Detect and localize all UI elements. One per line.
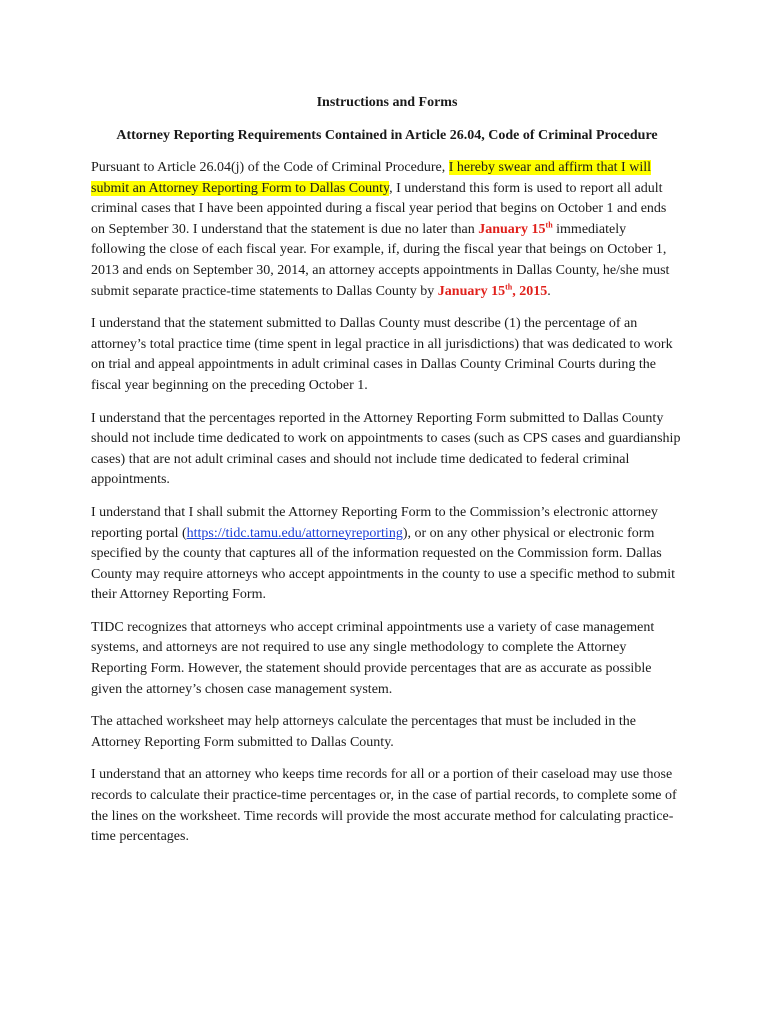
- paragraph-worksheet: The attached worksheet may help attorneys calculate the percentages that must be included in the Attorney Reporting Form submitted to Dallas County.: [91, 714, 637, 750]
- due-date-1-text: January 15: [478, 221, 546, 237]
- due-date-2-sup: th: [505, 281, 513, 291]
- due-date-2-text: January 15: [437, 283, 506, 299]
- due-date-1: [478, 222, 552, 237]
- reporting-portal-link[interactable]: https://tidc.tamu.edu/attorneyreporting: [186, 525, 403, 541]
- paragraph-statement-description: I understand that the statement submitted to Dallas County must describe (1) the percentage of an attorney’s total practice time (time spent in legal practice in all jurisdictions) that was dedicated to work on trial and appeal appointments in adult criminal cases in Dallas County Criminal Courts during the fiscal year beginning on the preceding October 1.: [91, 316, 673, 393]
- document-title: Instructions and Forms: [316, 95, 458, 110]
- due-date-2: [437, 281, 548, 299]
- paragraph-submission: [91, 503, 683, 606]
- paragraph-tidc: TIDC recognizes that attorneys who accept criminal appointments use a variety of case management systems, and attorneys are not required to use any single methodology to complete the Attorney Reporting Form. However, the statement should provide percentages that are as accurate as possible given the attorney’s chosen case management system.: [91, 619, 655, 697]
- document-subtitle: Attorney Reporting Requirements Contained in Article 26.04, Code of Criminal Procedure: [116, 128, 658, 143]
- document-page: [91, 93, 683, 860]
- p1-text-c: immediately following the close of each fiscal year. For example, if, during the fiscal year that beings on October 1, 2013 and ends on September 30, 2014, an attorney accepts appointments in Dallas County, he/she must submit separate practice-time statements to Dallas County by: [91, 221, 670, 299]
- due-date-1-sup: th: [545, 220, 553, 230]
- due-date-2-year: , 2015: [512, 283, 548, 299]
- p4-text-a: I understand that I shall submit the Attorney Reporting Form to the Commission’s electronic attorney reporting portal (: [91, 504, 658, 541]
- paragraph-time-records: I understand that an attorney who keeps time records for all or a portion of their caseload may use those records to calculate their practice-time percentages or, in the case of partial records, to complete some of the lines on the worksheet. Time records will provide the most accurate method for calculating practice-time percentages.: [91, 767, 677, 845]
- sworn-statement-highlight: I hereby swear and affirm that I will submit an Attorney Reporting Form to Dallas County: [91, 160, 651, 196]
- p1-text-a: Pursuant to Article 26.04(j) of the Code of Criminal Procedure,: [91, 160, 449, 175]
- paragraph-pursuant: [91, 158, 683, 302]
- p4-text-b: ), or on any other physical or electronic form specified by the county that captures all of the information requested on the Commission form. Dallas County may require attorneys who accept appointments in the county to use a specific method to submit their Attorney Reporting Form.: [91, 525, 675, 603]
- p1-text-b: , I understand this form is used to report all adult criminal cases that I have been appointed during a fiscal year period that begins on October 1 and ends on September 30. I understand that the statement is due no later than: [91, 180, 667, 237]
- paragraph-percentages: I understand that the percentages reported in the Attorney Reporting Form submitted to Dallas County should not include time dedicated to work on appointments to cases (such as CPS cases and guardianship cases) that are not adult criminal cases and should not include time dedicated to federal criminal appointments.: [91, 410, 681, 488]
- p1-end: .: [547, 283, 551, 299]
